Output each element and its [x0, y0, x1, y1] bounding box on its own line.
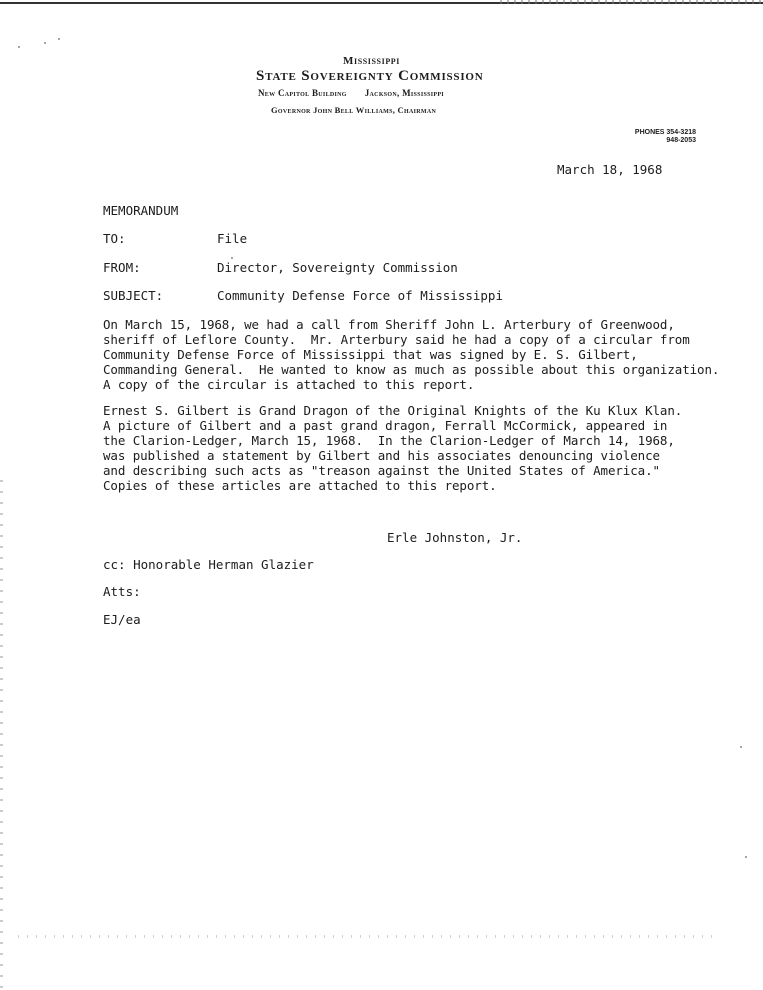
subject-value: Community Defense Force of Mississippi: [217, 288, 503, 303]
scan-speck: [18, 46, 20, 48]
letterhead-city: Jackson, Mississippi: [364, 88, 444, 98]
scan-speck: [58, 38, 60, 40]
initials-line: EJ/ea: [103, 612, 141, 627]
letterhead-address: [258, 88, 444, 98]
body-paragraph-2: Ernest S. Gilbert is Grand Dragon of the Original Knights of the Ku Klux Klan. A picture of Gilbert and a past grand dragon, Ferrall McCormick, appeared in the Clarion-Ledger, March 15, 1968. In the Clarion-Ledger of March 14, 1968, was published a statement by Gilbert and his associates denouncing violence and describing such acts as "treason against the United States of America." Copies of these articles are attached to this report.: [103, 403, 683, 493]
phones-line-1: PHONES 354-3218: [634, 129, 696, 136]
letterhead-phones: [612, 129, 696, 145]
scan-noise-left-edge: [0, 480, 3, 990]
letterhead-state: Mississippi: [343, 55, 401, 67]
to-value: File: [217, 231, 248, 246]
scan-speck: [44, 42, 46, 44]
letterhead-chairman: Governor John Bell Williams, Chairman: [271, 105, 437, 115]
scan-speck: [745, 856, 747, 858]
phones-line-2: 948-2053: [666, 137, 696, 144]
scan-speck: [231, 257, 233, 259]
memo-heading: MEMORANDUM: [103, 203, 179, 218]
signature-block: Erle Johnston, Jr.: [387, 530, 523, 545]
cc-line: cc: Honorable Herman Glazier: [103, 557, 314, 572]
letterhead-building: New Capitol Building: [258, 88, 347, 98]
scan-noise-top: [500, 0, 763, 4]
body-paragraph-1: On March 15, 1968, we had a call from Sheriff John L. Arterbury of Greenwood, sheriff of Leflore County. Mr. Arterbury said he had a copy of a circular from Community Defense Force of Mississippi that was signed by E. S. Gilbert, Commanding General. He wanted to know as much as possible about this organization. A copy of the circular is attached to this report.: [103, 317, 720, 392]
letterhead-agency: State Sovereignty Commission: [256, 68, 484, 84]
from-value: Director, Sovereignty Commission: [217, 260, 458, 275]
attachments-line: Atts:: [103, 584, 141, 599]
scan-noise-bottom: [18, 935, 718, 938]
scan-speck: [740, 746, 742, 748]
from-label: FROM:: [103, 260, 141, 275]
memo-date: March 18, 1968: [557, 162, 663, 177]
subject-label: SUBJECT:: [103, 288, 164, 303]
to-label: TO:: [103, 231, 126, 246]
